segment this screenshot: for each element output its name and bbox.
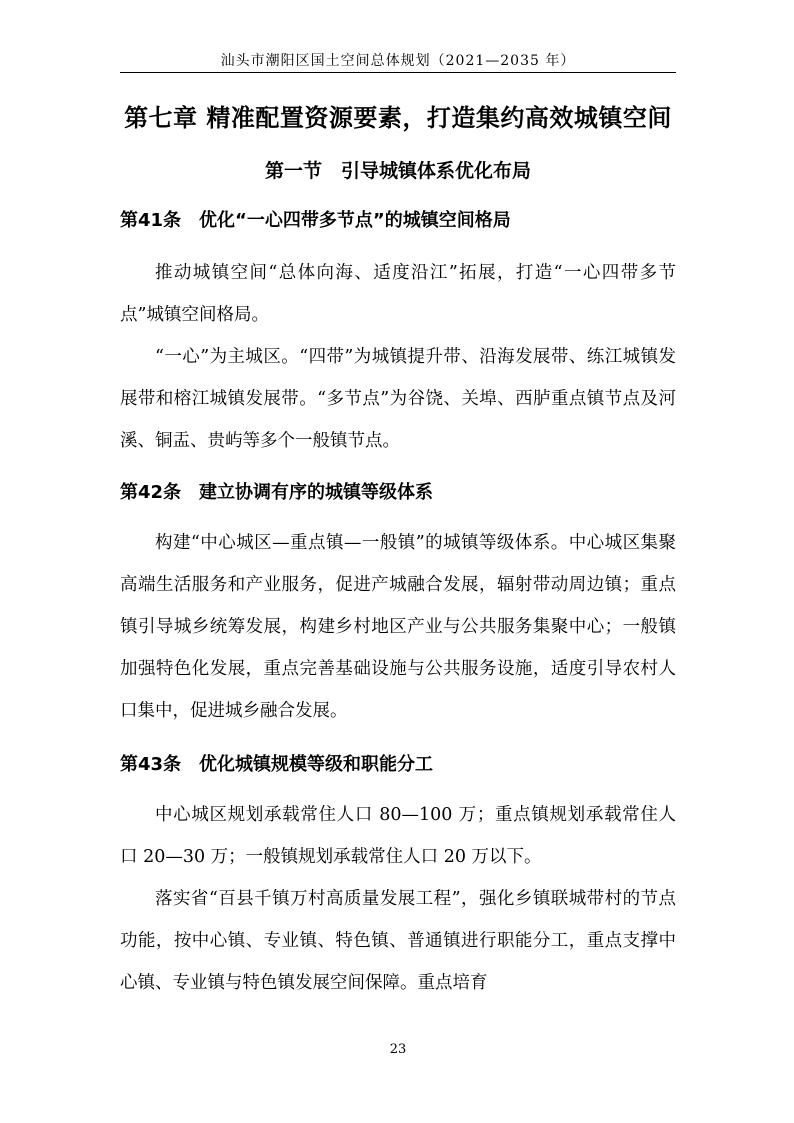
header-divider [120, 72, 676, 73]
article-43-paragraph-1: 中心城区规划承载常住人口 80—100 万；重点镇规划承载常住人口 20—30 万；一般镇规划承载常住人口 20 万以下。 [120, 805, 676, 867]
article-41-paragraph-2: “一心”为主城区。“四带”为城镇提升带、沿海发展带、练江城镇发展带和榕江城镇发展带。“多节点”为谷饶、关埠、西胪重点镇节点及河溪、铜盂、贵屿等多个一般镇节点。 [120, 347, 676, 451]
page-number: 23 [389, 1042, 407, 1057]
article-43-paragraph-2: 落实省“百县千镇万村高质量发展工程”，强化乡镇联城带村的节点功能，按中心镇、专业镇、特色镇、普通镇进行职能分工，重点支撑中心镇、专业镇与特色镇发展空间保障。重点培育 [120, 889, 676, 993]
article-43-heading: 第43条 优化城镇规模等级和职能分工 [120, 754, 434, 775]
article-42-heading: 第42条 建立协调有序的城镇等级体系 [120, 482, 434, 503]
section-title: 第一节 引导城镇体系优化布局 [264, 160, 531, 182]
article-42-paragraph-1: 构建“中心城区—重点镇—一般镇”的城镇等级体系。中心城区集聚高端生活服务和产业服务，促进产城融合发展，辐射带动周边镇；重点镇引导城乡统筹发展，构建乡村地区产业与公共服务集聚中心；一般镇加强特色化发展，重点完善基础设施与公共服务设施，适度引导农村人口集中，促进城乡融合发展。 [120, 533, 676, 721]
running-header: 汕头市潮阳区国土空间总体规划（2021—2035 年） [220, 53, 576, 69]
article-41-paragraph-1: 推动城镇空间“总体向海、适度沿江”拓展，打造“一心四带多节点”城镇空间格局。 [120, 263, 676, 325]
chapter-title: 第七章 精准配置资源要素，打造集约高效城镇空间 [124, 104, 672, 132]
article-41-heading: 第41条 优化“一心四带多节点”的城镇空间格局 [120, 210, 511, 231]
